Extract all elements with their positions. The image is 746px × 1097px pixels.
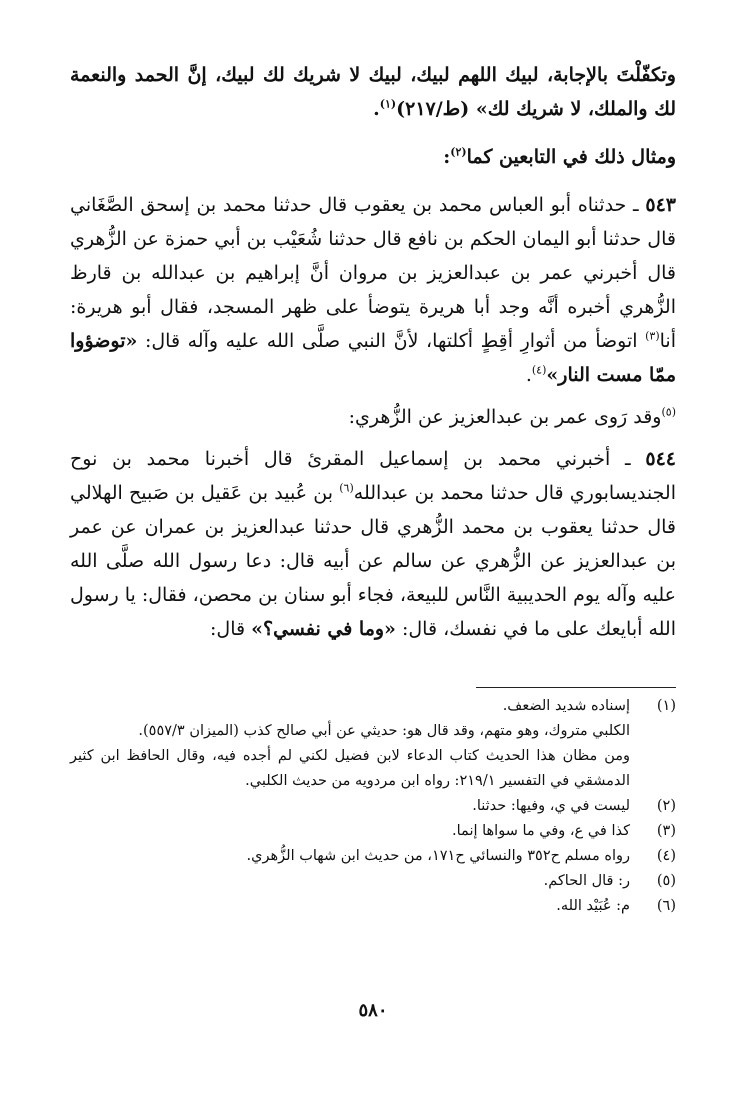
footnote-ref-1: (١) [379, 97, 397, 111]
footnote-number: (٦) [656, 898, 676, 914]
footnote-2 [70, 794, 676, 819]
hadith-number-544: ٥٤٤ [645, 448, 676, 470]
hadith-number-543: ٥٤٣ [645, 194, 676, 216]
footnote-number: (٢) [656, 798, 676, 814]
footnote-4 [70, 844, 676, 869]
footnote-ref-3: (٣) [645, 329, 660, 343]
heading-tabiin-end: : [443, 146, 451, 168]
hadith-543-quote: «توضؤوا ممّا مست النار» [70, 330, 676, 386]
footnote-text: إسناده شديد الضعف. [502, 698, 630, 714]
footnote-divider [476, 687, 676, 688]
footnote-text: كذا في ع، وفي ما سواها إنما. [452, 823, 630, 839]
hadith-544-end: قال: [209, 618, 252, 640]
footnote-3 [70, 819, 676, 844]
page-number: ٥٨٠ [358, 1000, 388, 1021]
hadith-543-text-b: اتوضأ من أثوارِ أقِطٍ أكلتها، لأنَّ النبي صلَّى الله عليه وآله قال: [137, 330, 646, 352]
riwaya-line [70, 400, 676, 434]
footnotes [70, 694, 676, 919]
riwaya-text: وقد رَوى عمر بن عبدالعزيز عن الزُّهري: [348, 406, 662, 428]
footnote-number: (٣) [656, 823, 676, 839]
hadith-544-text-b: بن عُبيد بن عَقيل بن صَبيح الهلالي قال حدثنا يعقوب بن محمد الزُّهري قال حدثنا عبدالعزيز بن عمران عن عمر بن عبدالعزيز عن الزُّهري عن سالم عن أبيه قال: دعا رسول الله صلَّى الله عليه وآله يوم الحديبية النَّاس للبيعة، فجاء أبو سنان بن محصن، فقال: يا رسول الله أبايعك على ما في نفسك، قال: [69, 482, 676, 640]
hadith-544 [70, 442, 676, 646]
footnote-1-continuation-a: الكلبي متروك، وهو متهم، وقد قال هو: حديثي عن أبي صالح كذب (الميزان ٥٥٧/٣). [138, 723, 630, 739]
footnote-text: ر: قال الحاكم. [543, 873, 630, 889]
footnote-5 [70, 869, 676, 894]
paragraph-talbiya [70, 58, 676, 126]
footnote-ref-2: (٢) [450, 145, 467, 159]
footnote-number: (١) [656, 698, 676, 714]
hadith-544-text-a: ـ أخبرني محمد بن إسماعيل المقرئ قال أخبرنا محمد بن نوح الجنديسابوري قال حدثنا محمد بن عبدالله [70, 448, 676, 504]
main-text [70, 58, 676, 646]
footnote-1-continuation-b: ومن مظان هذا الحديث كتاب الدعاء لابن فضيل لكني لم أجده فيه، وقال الحافظ ابن كثير الدمشقي في التفسير ٢١٩/١: رواه ابن مردويه من حديث الكلبي. [70, 748, 630, 789]
hadith-543-end: . [525, 364, 532, 386]
footnote-1 [70, 694, 676, 719]
footnote-6 [70, 894, 676, 919]
hadith-543 [70, 188, 676, 392]
footnote-text: رواه مسلم ح٣٥٢ والنسائي ح١٧١، من حديث ابن شهاب الزُّهري. [246, 848, 630, 864]
footnote-text: م: عُبَيْد الله. [556, 898, 630, 914]
hadith-543-text-a: ـ حدثناه أبو العباس محمد بن يعقوب قال حدثنا محمد بن إسحق الصَّغَاني قال حدثنا أبو اليمان الحكم بن نافع قال حدثنا شُعَيْب بن أبي حمزة عن الزُّهري قال أخبرني عمر بن عبدالعزيز بن مروان أنَّ إبراهيم بن عبدالله بن قارظ الزُّهري أخبره أنَّه وجد أبا هريرة يتوضأ على ظهر المسجد، فقال أبو هريرة: أنا [70, 194, 676, 352]
footnote-ref-5: (٥) [661, 405, 676, 419]
footnote-ref-6: (٦) [339, 481, 354, 495]
heading-tabiin [70, 140, 676, 174]
hadith-544-quote: «وما في نفسي؟» [251, 618, 396, 640]
talbiya-end: . [373, 98, 380, 120]
footnote-number: (٥) [656, 873, 676, 889]
footnote-text: ليست في ي، وفيها: حدثنا. [472, 798, 630, 814]
footnote-ref-4: (٤) [531, 363, 547, 377]
talbiya-text: وتكفّلْتَ بالإجابة، لبيك اللهم لبيك، لبيك لا شريك لك لبيك، إنَّ الحمد والنعمة لك والملك، لا شريك لك» (ط/٢١٧) [70, 64, 676, 120]
heading-tabiin-text: ومثال ذلك في التابعين كما [466, 146, 676, 168]
footnote-number: (٤) [656, 848, 676, 864]
